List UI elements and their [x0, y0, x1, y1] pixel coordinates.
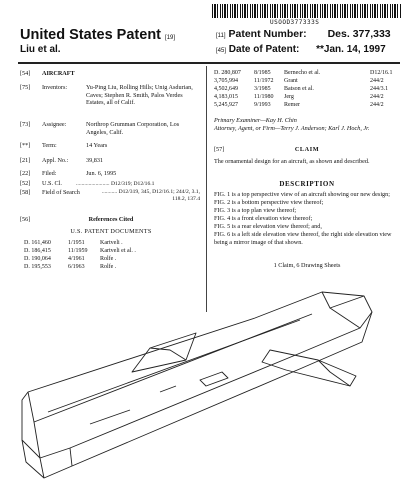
field-term: [**] Term: 14 Years — [20, 142, 108, 149]
patent-date-code: [45] — [216, 48, 227, 54]
patent-number-code: [11] — [216, 33, 226, 39]
inventor-short: Liu et al. — [20, 44, 61, 55]
patent-number: Des. 377,333 — [327, 28, 391, 40]
field-inventors: [75] Inventors: Yu-Ping Liu, Rolling Hills; Unig Asdurian, Caves; Stephen R. Smith, Palos Verdes Estates, all of Calif. — [20, 84, 193, 107]
claim-heading-row: [57] CLAIM — [214, 146, 400, 154]
field-title: [54] AIRCRAFT — [20, 70, 75, 77]
fig-description: FIG. 2 is a bottom perspective view thereof; — [214, 199, 324, 207]
description-heading: DESCRIPTION — [279, 180, 335, 188]
right-ref-row: D. 280,807 8/1985 Bernecho et al. D12/16.1 — [214, 70, 393, 76]
patent-title-text: United States Patent — [20, 27, 161, 43]
ref-row: D. 190,064 4/1961 Rolfe . — [24, 256, 117, 262]
fig-description: FIG. 3 is a top plan view thereof; — [214, 207, 297, 215]
references-subheading: U.S. PATENT DOCUMENTS — [70, 228, 152, 235]
references-heading: References Cited — [88, 216, 134, 223]
right-ref-row: 5,245,927 9/1993 Remer 244/2 — [214, 102, 384, 108]
right-ref-row: 4,183,015 11/1980 Jerg 244/2 — [214, 94, 384, 100]
primary-examiner: Primary Examiner—Kay H. Chin — [214, 117, 297, 124]
fig-description: FIG. 1 is a top perspective view of an aircraft showing our new design; — [214, 191, 390, 198]
claims-count: 1 Claim, 6 Drawing Sheets — [273, 262, 341, 269]
claim-heading: CLAIM — [294, 146, 320, 153]
patent-date-label: Date of Patent: — [228, 44, 300, 55]
right-ref-row: 3,705,994 11/1972 Grant 244/2 — [214, 78, 384, 84]
claim-text: The ornamental design for an aircraft, as shown and described. — [214, 158, 370, 165]
fig-description: FIG. 4 is a front elevation view thereof; — [214, 215, 313, 223]
ref-row: D. 186,415 11/1959 Kartveli et al. . — [24, 248, 136, 254]
patent-number-label: Patent Number: — [228, 28, 307, 40]
field-appl-no: [21] Appl. No.: 39,831 — [20, 157, 104, 164]
right-ref-row: 4,502,649 3/1985 Batson et al. 244/3.1 — [214, 86, 389, 92]
fig-description: FIG. 5 is a rear elevation view thereof; and, — [214, 223, 322, 231]
ref-row: D. 195,553 6/1963 Rolfe . — [24, 264, 117, 270]
field-us-cl: [52] U.S. Cl. ........................ D12/319; D12/16.1 — [20, 180, 155, 187]
barcode-number: USOOD377333S — [270, 19, 320, 26]
ref-row: D. 161,460 1/1951 Kartveli . — [24, 240, 123, 246]
field-search: [58] Field of Search ........... D12/319, 345, D12/16.1; 244/2, 3.1, 118.2, 137.4 — [20, 189, 200, 202]
field-assignee: [73] Assignee: Northrop Grumman Corporation, Los Angeles, Calif. — [20, 121, 180, 136]
references-heading-row: [56] References Cited — [20, 216, 202, 224]
patent-date: **Jan. 14, 1997 — [316, 44, 386, 55]
attorney: Attorney, Agent, or Firm—Terry J. Anderson; Karl J. Hoch, Jr. — [214, 125, 370, 132]
field-filed: [22] Filed: Jun. 6, 1995 — [20, 170, 117, 177]
fig-description: FIG. 6 is a left side elevation view thereof, the right side elevation view being a mirror image of that shown. — [214, 231, 392, 247]
title-code: [19] — [165, 35, 176, 41]
